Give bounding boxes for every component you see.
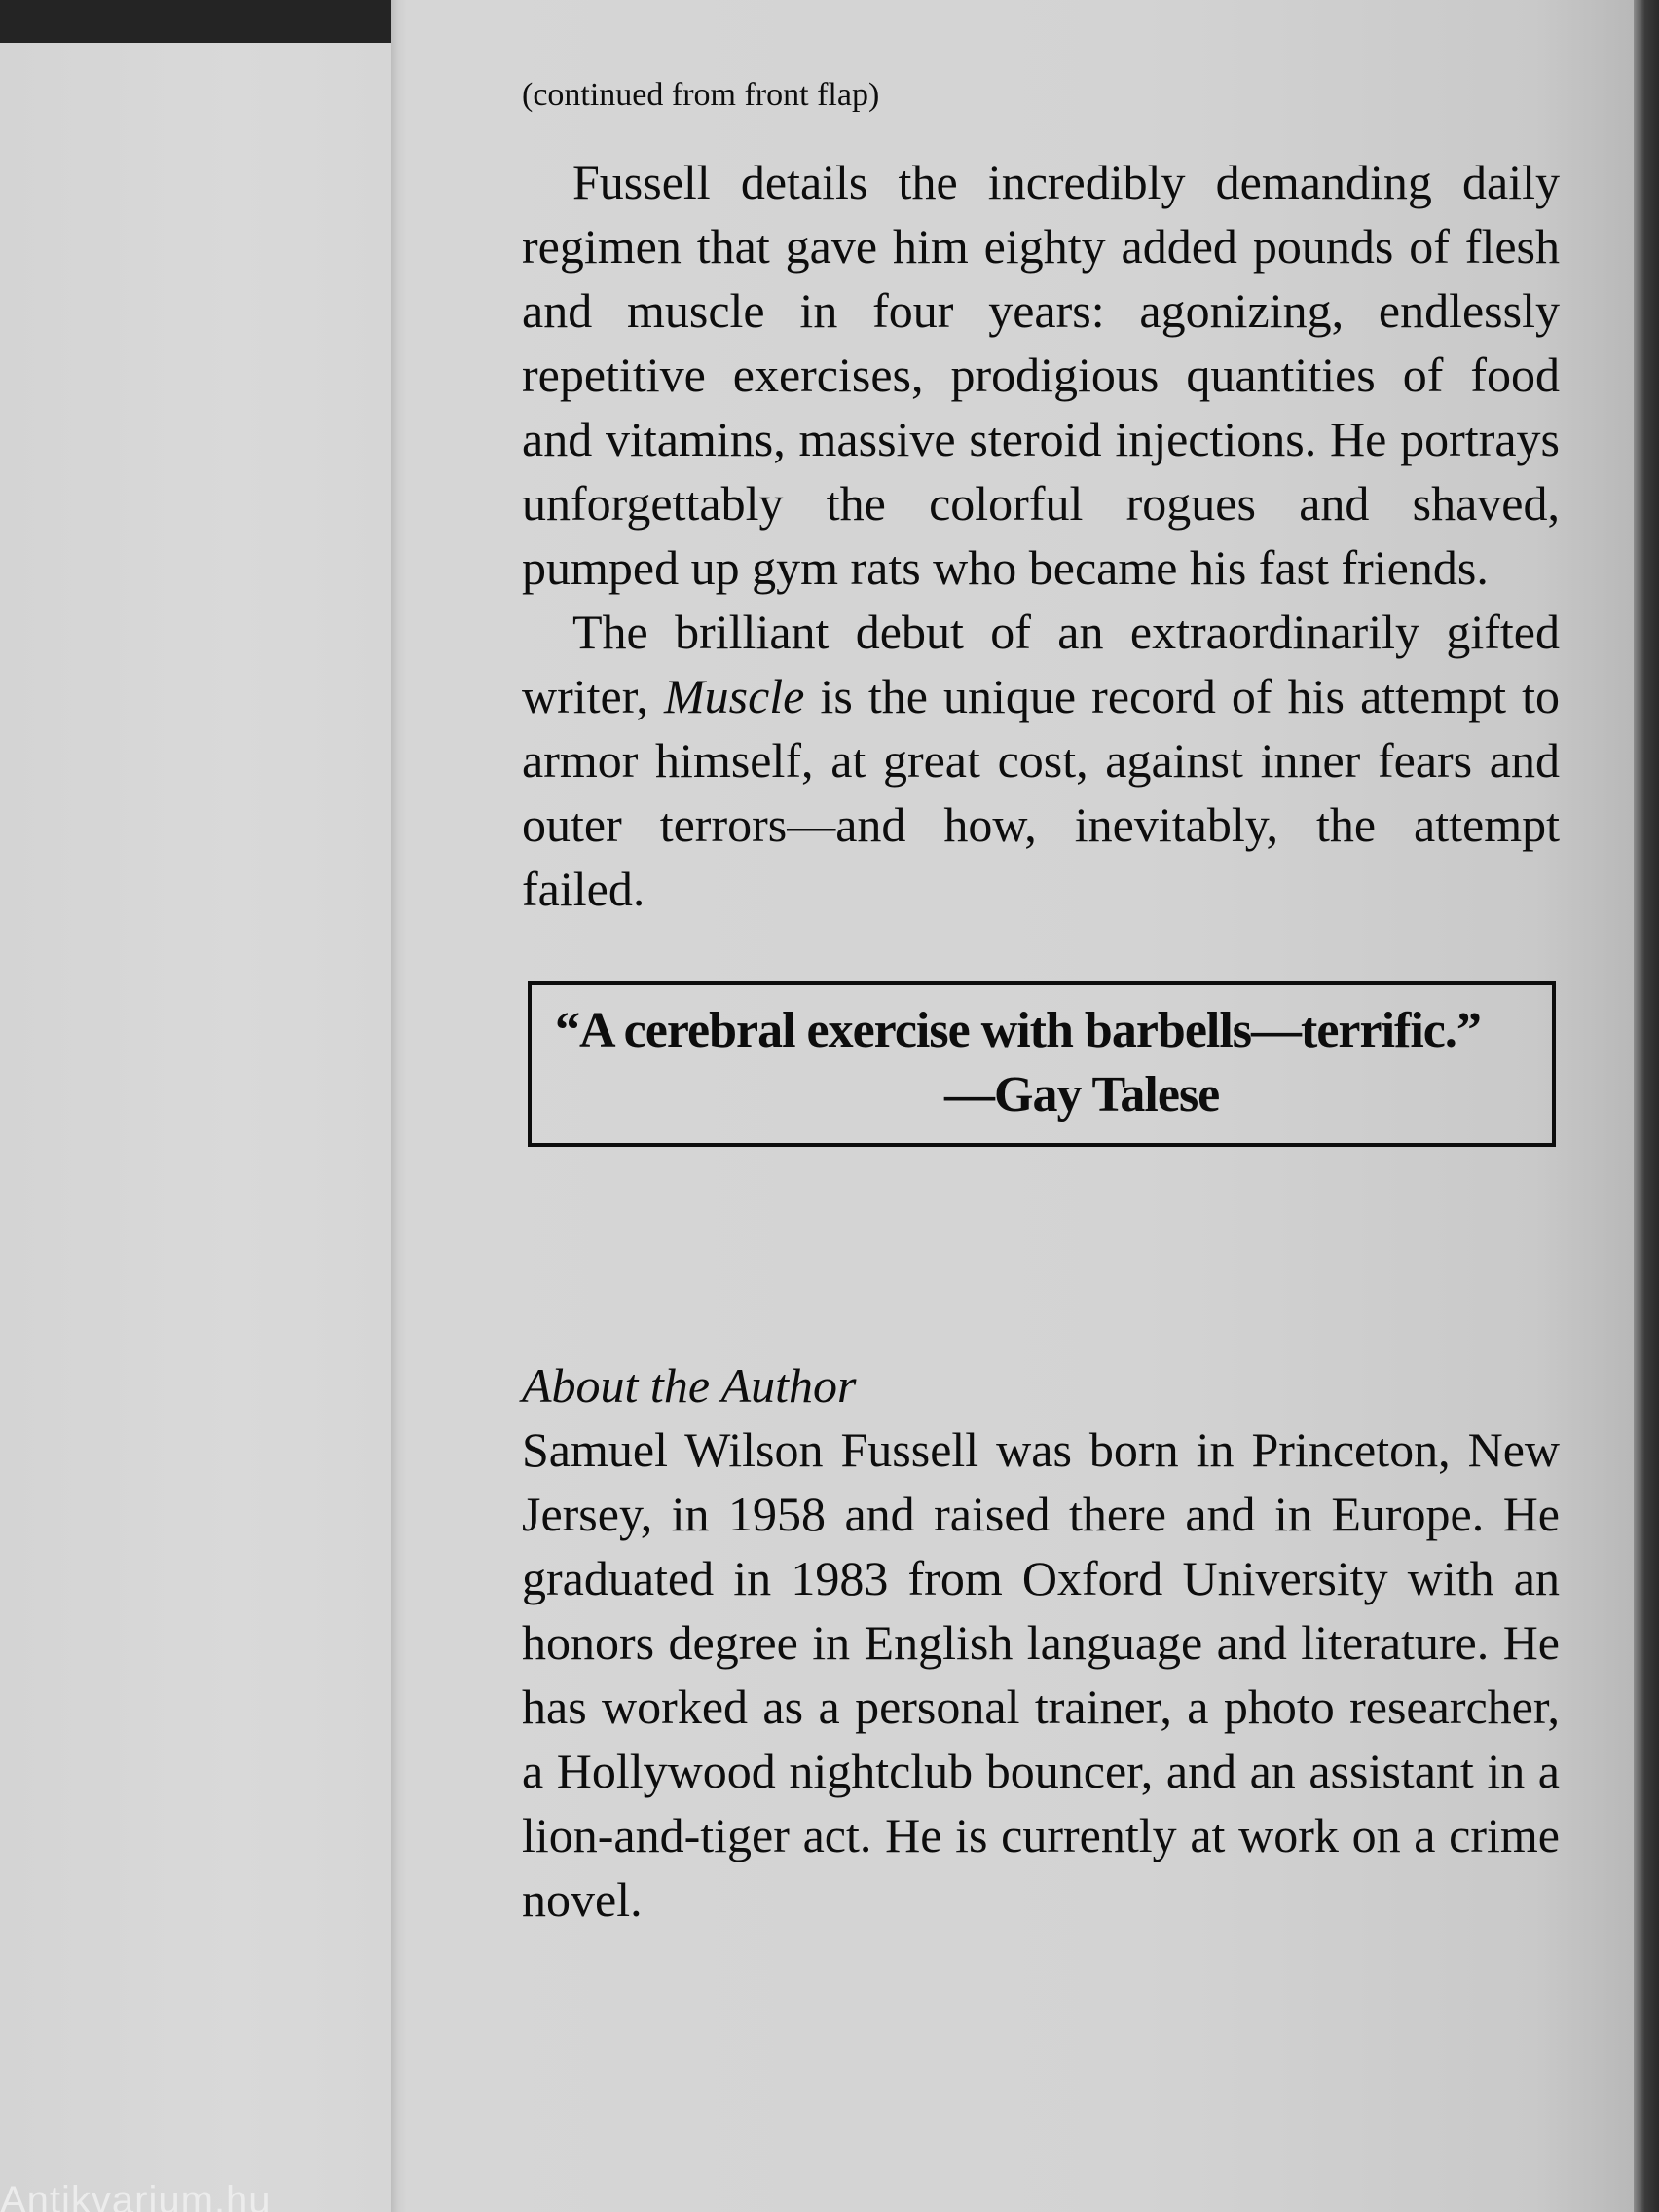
description-paragraph-1: Fussell details the incredibly demanding daily regimen that gave him eighty added pounds of flesh and muscle in four years: agonizing, endlessly repetitive exercises, prodigious quantities of food and vitamins, massive steroid injections. He portrays unforgettably the colorful rogues and shaved, pumped up gym rats who became his fast friends. xyxy=(522,155,1560,595)
book-title: Muscle xyxy=(663,669,805,723)
book-board xyxy=(0,0,393,2212)
watermark: Antikvarium.hu xyxy=(0,2179,272,2212)
flap-fold-edge xyxy=(391,0,407,2212)
blurb-attribution: —Gay Talese xyxy=(944,1067,1220,1123)
page-right-edge xyxy=(1634,0,1659,2212)
blurb-quote: “A cerebral exercise with barbells—terrific.” xyxy=(555,1003,1481,1058)
paragraph-2-rest: is the unique record of his attempt to armor himself, at great cost, against inner fears and outer terrors—and how, inevitably, the attempt failed. xyxy=(522,669,1561,916)
paragraph-2-lead: The brilliant debut of an extraordinarily gifted writer, xyxy=(522,605,1560,723)
blurb-box xyxy=(528,981,1556,1147)
continued-note: (continued from front flap) xyxy=(522,77,880,113)
dark-strip xyxy=(0,0,393,43)
description-paragraph-2 xyxy=(522,600,1560,921)
about-author-body: Samuel Wilson Fussell was born in Princeton, New Jersey, in 1958 and raised there and in Europe. He graduated in 1983 from Oxford University with an honors degree in English language and literature. He has worked as a personal trainer, a photo researcher, a Hollywood nightclub bouncer, and an assistant in a lion-and-tiger act. He is currently at work on a crime novel. xyxy=(522,1422,1560,1927)
about-author-heading: About the Author xyxy=(522,1358,857,1413)
flap-content xyxy=(522,74,1560,1932)
